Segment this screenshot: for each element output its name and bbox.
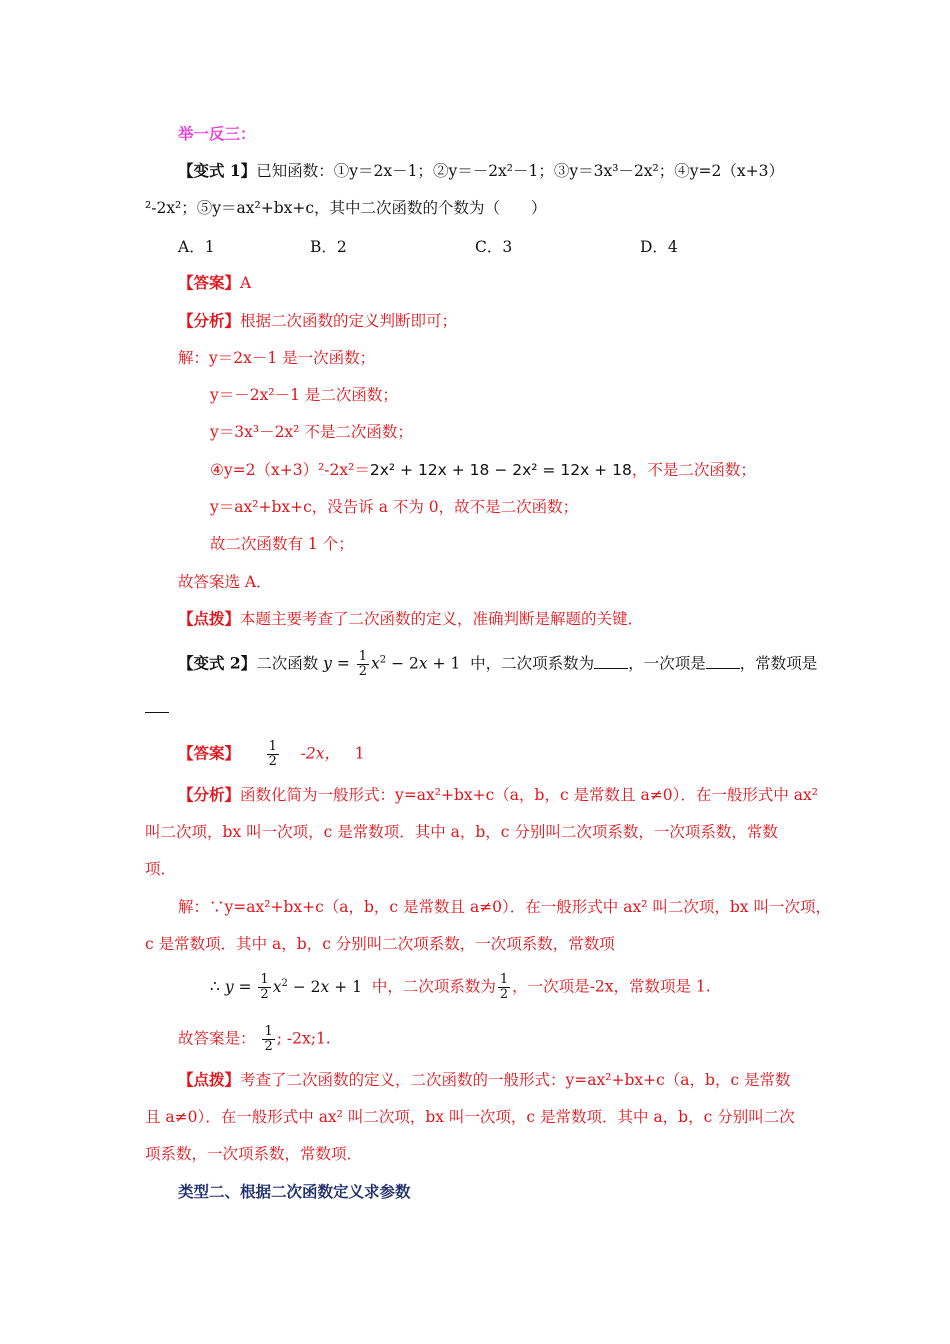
q1-fn1: ①y＝2x－1； xyxy=(333,162,433,180)
q1-solution-4 xyxy=(210,459,756,481)
q1-answer xyxy=(178,272,251,294)
q1-analysis xyxy=(178,310,457,332)
q1-option-b: B．2 xyxy=(310,238,347,256)
q2-tip-line1 xyxy=(178,1069,791,1091)
q1-fn2: ②y＝－2x²－1； xyxy=(432,162,554,180)
q1-analysis-tag: 【分析】 xyxy=(178,311,241,330)
q1-solution-4-note: ，不是二次函数； xyxy=(631,461,756,479)
q1-solution-1: 解：y＝2x－1 是一次函数； xyxy=(178,349,376,367)
q2-final-a: 故答案是： xyxy=(178,1029,256,1048)
q1-solution-2: y＝－2x²－1 是二次函数； xyxy=(210,386,398,404)
q2-blank-1 xyxy=(594,654,628,669)
q2-analysis-line3: 项． xyxy=(145,860,177,878)
q1-solution-7: 故答案选 A． xyxy=(178,573,272,591)
q2-tip-tag: 【点拨】 xyxy=(178,1070,241,1089)
q1-tip xyxy=(178,608,643,630)
q1-analysis-text: 根据二次函数的定义判断即可； xyxy=(240,312,458,330)
q2-final-b: ; -2x;1. xyxy=(276,1029,331,1048)
q1-tag: 【变式 1】 xyxy=(178,161,257,180)
q2-solution-line1: 解：∵y=ax²+bx+c（a，b，c 是常数且 a≠0）．在一般形式中 ax² 叫二次项，bx 叫一次项， xyxy=(178,898,831,916)
q2-tag: 【变式 2】 xyxy=(178,653,257,673)
q2-analysis-tag: 【分析】 xyxy=(178,785,241,804)
q2-text2: 中，二次项系数为 xyxy=(470,654,595,673)
q2-analysis-line1 xyxy=(178,784,818,806)
q2-tip-line2: 且 a≠0）．在一般形式中 ax² 叫二次项，bx 叫一次项，c 是常数项．其中 a，b，c 分别叫二次 xyxy=(145,1108,795,1126)
q1-fn4-start: ④y=2（x+3） xyxy=(674,162,784,180)
q1-solution-4-expr: ④y=2（x+3）²-2x²＝ xyxy=(210,461,370,479)
q1-solution-6: 故二次函数有 1 个； xyxy=(210,535,354,553)
q2-fn-fraction xyxy=(357,650,369,679)
q2-answer xyxy=(178,740,365,769)
q1-answer-value: A xyxy=(240,274,252,292)
q2-solution-line3-c: ，一次项是-2x，常数项是 1. xyxy=(512,977,711,996)
section-heading: 类型二、根据二次函数定义求参数 xyxy=(178,1182,411,1201)
q2-tip-line3: 项系数，一次项系数，常数项． xyxy=(145,1145,363,1163)
q2-answer-2: -2x， xyxy=(300,744,340,763)
q2-fn-frac-num: 1 xyxy=(358,649,368,664)
q1-fn4-end: ²-2x²； xyxy=(145,199,197,217)
q2-tip-text-1: 考查了二次函数的定义，二次函数的一般形式：y=ax²+bx+c（a，b，c 是常数 xyxy=(240,1071,791,1089)
q1-fn3: ③y＝3x³－2x²； xyxy=(553,162,675,180)
q2-blank-3 xyxy=(145,712,169,713)
q2-fn-frac-den: 2 xyxy=(358,664,368,679)
q1-answer-tag: 【答案】 xyxy=(178,273,241,292)
q2-solution-line3-b: 中，二次项系数为 xyxy=(371,977,496,996)
q1-intro: 已知函数： xyxy=(256,162,334,180)
q2-text3: ，一次项是 xyxy=(628,654,706,673)
q2-text1: 二次函数 xyxy=(256,654,319,673)
q2-analysis-text-1: 函数化简为一般形式：y=ax²+bx+c（a，b，c 是常数且 a≠0）．在一般形式中 ax² xyxy=(240,786,818,804)
q2-answer-fraction: $\frac{1}{2}$ xyxy=(268,739,277,769)
q1-option-d: D．4 xyxy=(640,238,678,256)
q2-fn-y: y xyxy=(323,654,332,673)
q2-final: 故答案是： $\frac{1}{2}$ ; -2x;1. xyxy=(178,1024,331,1054)
q2-solution-line3: ∴ y = $\frac{1}{2}$ $x^2 - 2x + 1$ 中，二次项系数为 $\frac{1}{2}$ ，一次项是-2x，常数项是 1. xyxy=(210,972,711,1002)
q1-fn5: ⑤y＝ax²+bx+c，其中二次函数的个数为（ ） xyxy=(196,199,547,217)
q2-answer-tag: 【答案】 xyxy=(178,743,241,763)
q1-option-a: A．1 xyxy=(178,238,215,256)
q1-solution-5: y＝ax²+bx+c，没告诉 a 不为 0，故不是二次函数； xyxy=(210,498,579,516)
q2-answer-3: 1 xyxy=(354,744,365,763)
q2-therefore: ∴ xyxy=(210,977,220,996)
q2-blank-2 xyxy=(706,654,740,669)
q1-solution-4-math: 2x² + 12x + 18 − 2x² = 12x + 18 xyxy=(369,461,632,479)
q2-stem: 【变式 2】二次函数 y = $\frac{1}{2}$ $x^2 - 2x + 1$ 中，二次项系数为 ，一次项是 ，常数项是 xyxy=(178,649,818,679)
q2-text4: ，常数项是 xyxy=(739,654,818,673)
q1-stem-line2 xyxy=(145,197,547,219)
practice-heading: 举一反三： xyxy=(178,124,256,143)
q1-stem-line1 xyxy=(178,160,784,182)
q1-tip-text: 本题主要考查了二次函数的定义，准确判断是解题的关键． xyxy=(240,610,644,628)
q1-tip-tag: 【点拨】 xyxy=(178,609,241,628)
q2-analysis-line2: 叫二次项，bx 叫一次项，c 是常数项．其中 a，b，c 分别叫二次项系数，一次项系数，常数 xyxy=(145,823,778,841)
q1-option-c: C．3 xyxy=(475,238,513,256)
q2-solution-line2: c 是常数项．其中 a，b，c 分别叫二次项系数，一次项系数，常数项 xyxy=(145,935,615,953)
q1-solution-3: y＝3x³－2x² 不是二次函数； xyxy=(210,423,413,441)
